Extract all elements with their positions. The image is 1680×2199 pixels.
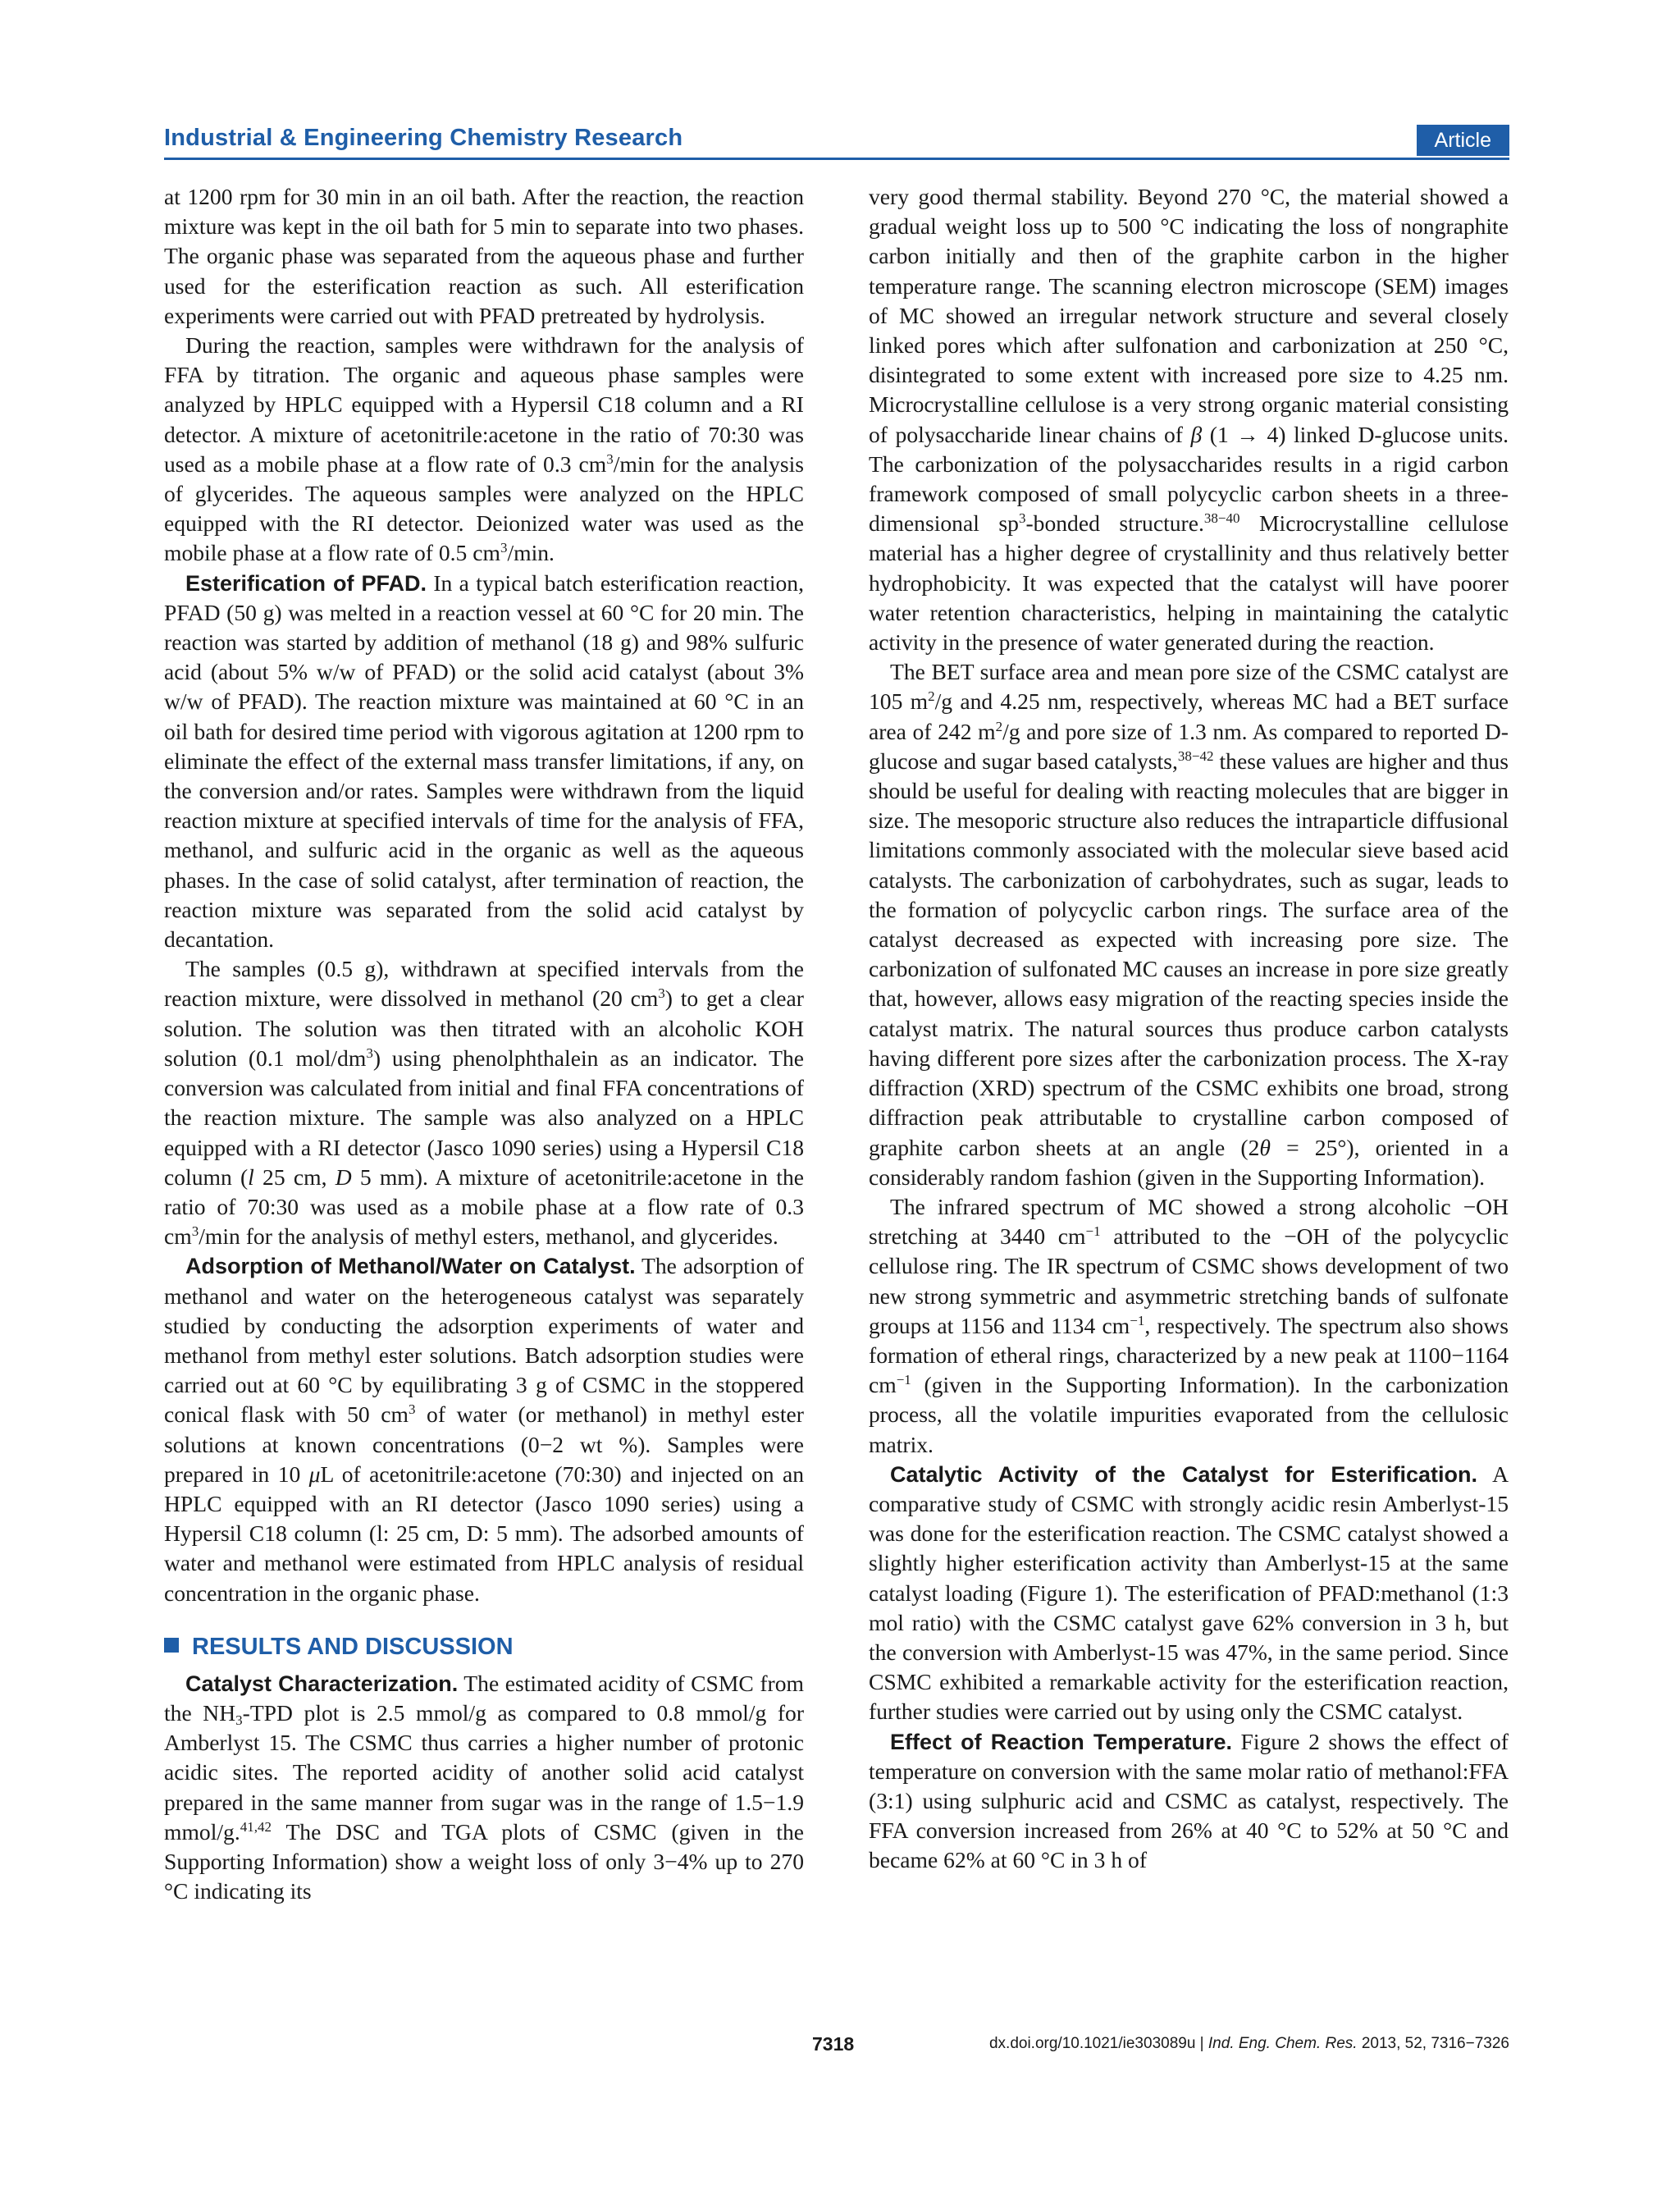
paragraph: Adsorption of Methanol/Water on Catalyst. The adsorption of methanol and water on the heterogeneous catalyst was separately studied by conducting the adsorption experiments of water and methanol from methyl ester solutions. Batch adsorption studies were carried out at 60 °C by equilibrating 3 g of CSMC in the stoppered conical flask with 50 $cm^3$ of water (or methanol) in methyl ester solutions at known concentrations (0−2 wt %). Samples were prepared in 10 μL of acetonitrile:acetone (70:30) and injected on an HPLC equipped with an RI detector (Jasco 1090 series) using a Hypersil C18 column (l: 25 cm, D: 5 mm). The adsorbed amounts of water and methanol were estimated from HPLC analysis of residual concentration in the organic phase.	[164, 1253, 804, 1606]
paragraph: Esterification of PFAD. In a typical batch esterification reaction, PFAD (50 g) was melted in a reaction vessel at 60 °C for 20 min. The reaction was started by addition of methanol (18 g) and 98% sulfuric acid (about 5% w/w of PFAD) or the solid acid catalyst (about 3% w/w of PFAD). The reaction mixture was maintained at 60 °C in an oil bath for desired time period with vigorous agitation at 1200 rpm to eliminate the effect of the external mass transfer limitations, if any, on the conversion and/or rates. Samples were withdrawn from the liquid reaction mixture at specified intervals of time for the analysis of FFA, methanol, and sulfuric acid in the organic as well as the aqueous phases. In the case of solid catalyst, after termination of reaction, the reaction mixture was separated from the solid acid catalyst by decantation.	[164, 569, 804, 953]
paragraph: The samples (0.5 g), withdrawn at specified intervals from the reaction mixture, were dissolved in methanol (20 $cm^3$) to get a clear solution. The solution was then titrated with an alcoholic KOH solution (0.1 mol/$dm^3$) using phenolphthalein as an indicator. The conversion was calculated from initial and final FFA concentrations of the reaction mixture. The sample was also analyzed on a HPLC equipped with a RI detector (Jasco 1090 series) using a Hypersil C18 column (l 25 cm, D 5 mm). A mixture of acetonitrile:acetone in the ratio of 70:30 was used as a mobile phase at a flow rate of 0.3 $cm^3/\min$ for the analysis of methyl esters, methanol, and glycerides.	[164, 956, 805, 1250]
citation-ref[interactable]: 41,42	[240, 1818, 272, 1835]
page-number: 7318	[812, 2033, 855, 2055]
subsection-heading: Esterification of PFAD.	[185, 570, 427, 596]
paragraph: The BET surface area and mean pore size of the CSMC catalyst are 105 $m^2/g$ and 4.25 nm, respectively, whereas MC had a BET surface area of 242 $m^2/g$ and pore size of 1.3 nm. As compared to reported D-glucose and sugar based catalysts,$^{38-42}$ these values are higher and thus should be useful for dealing with reacting molecules that are bigger in size. The mesoporic structure also reduces the intraparticle diffusional limitations commonly associated with the molecular sieve based acid catalysts. The carbonization of carbohydrates, such as sugar, leads to the formation of polycyclic carbon rings. The surface area of the catalyst decreased as expected with increasing pore size. The carbonization of sulfonated MC causes an increase in pore size greatly that, however, allows easy migration of the reacting species inside the catalyst matrix. The natural sources thus produce carbon catalysts having different pore sizes after the carbonization process. The X-ray diffraction (XRD) spectrum of the CSMC exhibits one broad, strong diffraction peak attributable to crystalline carbon composed of graphite carbon sheets at an angle (2θ = 25°), oriented in a considerably random fashion (given in the Supporting Information).	[869, 659, 1509, 1190]
article-type-badge: Article	[1417, 125, 1509, 156]
left-column	[164, 182, 804, 1906]
subsection-heading: Catalytic Activity of the Catalyst for Esterification.	[890, 1461, 1477, 1487]
subsection-heading: Adsorption of Methanol/Water on Catalyst.	[185, 1254, 636, 1279]
citation-ref[interactable]: 38−40	[1203, 510, 1240, 527]
paragraph: Effect of Reaction Temperature. Figure 2 shows the effect of temperature on conversion with the same molar ratio of methanol:FFA (3:1) using sulphuric acid and CSMC as catalyst, respectively. The FFA conversion increased from 26% at 40 °C to 52% at 50 °C and became 62% at 60 °C in 3 h of	[869, 1728, 1509, 1873]
paragraph: During the reaction, samples were withdrawn for the analysis of FFA by titration. The organic and aqueous phase samples were analyzed by HPLC equipped with a Hypersil C18 column and a RI detector. A mixture of acetonitrile:acetone in the ratio of 70:30 was used as a mobile phase at a flow rate of 0.3 $cm^3/\min$ for the analysis of glycerides. The aqueous samples were analyzed on the HPLC equipped with the RI detector. Deionized water was used as the mobile phase at a flow rate of 0.5 $cm^3/\min$.	[164, 332, 804, 566]
citation-ref[interactable]: 38−42	[1177, 747, 1214, 764]
section-marker-icon	[164, 1638, 179, 1653]
paragraph: Catalytic Activity of the Catalyst for Esterification. A comparative study of CSMC with strongly acidic resin Amberlyst-15 was done for the esterification reaction. The CSMC catalyst showed a slightly higher esterification activity than Amberlyst-15 at the same catalyst loading (Figure 1). The esterification of PFAD:methanol (1:3 mol ratio) with the CSMC catalyst gave 62% conversion in 3 h, but the conversion with Amberlyst-15 was 47%, in the same period. Since CSMC exhibited a remarkable activity for the esterification reaction, further studies were carried out by using only the CSMC catalyst.	[869, 1461, 1509, 1725]
paragraph: Catalyst Characterization. The estimated acidity of CSMC from the $NH_3$-TPD plot is 2.5 mmol/g as compared to 0.8 mmol/g for Amberlyst 15. The CSMC thus carries a higher number of protonic acidic sites. The reported acidity of another solid acid catalyst prepared in the same manner from sugar was in the range of 1.5−1.9 mmol/g.$^{41,42}$ The DSC and TGA plots of CSMC (given in the Supporting Information) show a weight loss of only 3−4% up to 270 °C indicating its	[164, 1670, 805, 1904]
right-column	[869, 182, 1509, 1876]
article-citation[interactable]: dx.doi.org/10.1021/ie303089u | Ind. Eng. Chem. Res. 2013, 52, 7316−7326	[988, 2035, 1509, 2052]
paragraph: The infrared spectrum of MC showed a strong alcoholic −OH stretching at 3440 $cm^{-1}$ attributed to the −OH of the polycyclic cellulose ring. The IR spectrum of CSMC shows development of two new strong symmetric and asymmetric stretching bands of sulfonate groups at 1156 and 1134 $cm^{-1}$, respectively. The spectrum also shows formation of etheral rings, characterized by a new peak at 1100−1164 $cm^{-1}$ (given in the Supporting Information). In the carbonization process, all the volatile impurities evaporated from the cellulosic matrix.	[869, 1193, 1509, 1457]
paragraph: at 1200 rpm for 30 min in an oil bath. After the reaction, the reaction mixture was kept in the oil bath for 5 min to separate into two phases. The organic phase was separated from the aqueous phase and further used for the esterification reaction as such. All esterification experiments were carried out with PFAD pretreated by hydrolysis.	[164, 184, 804, 328]
subsection-heading: Catalyst Characterization.	[185, 1671, 459, 1696]
running-header	[164, 123, 1509, 160]
subsection-heading: Effect of Reaction Temperature.	[890, 1729, 1232, 1754]
journal-title: Industrial & Engineering Chemistry Research	[164, 125, 683, 151]
section-heading: RESULTS AND DISCUSSION	[164, 1631, 804, 1662]
paragraph: very good thermal stability. Beyond 270 °C, the material showed a gradual weight loss up to 500 °C indicating the loss of nongraphite carbon initially and then of the graphite carbon in the higher temperature range. The scanning electron microscope (SEM) images of MC showed an irregular network structure and several closely linked pores which after sulfonation and carbonization at 250 °C, disintegrated to some extent with increased pore size to 4.25 nm. Microcrystalline cellulose is a very strong organic material consisting of polysaccharide linear chains of β (1 → 4) linked D-glucose units. The carbonization of the polysaccharides results in a rigid carbon framework composed of small polycyclic carbon sheets in a three-dimensional $sp^3$-bonded structure.$^{38-40}$ Microcrystalline cellulose material has a higher degree of crystallinity and thus relatively better hydrophobicity. It was expected that the catalyst will have poorer water retention characteristics, helping in maintaining the catalytic activity in the presence of water generated during the reaction.	[869, 184, 1509, 656]
page-footer	[164, 2033, 1509, 2063]
